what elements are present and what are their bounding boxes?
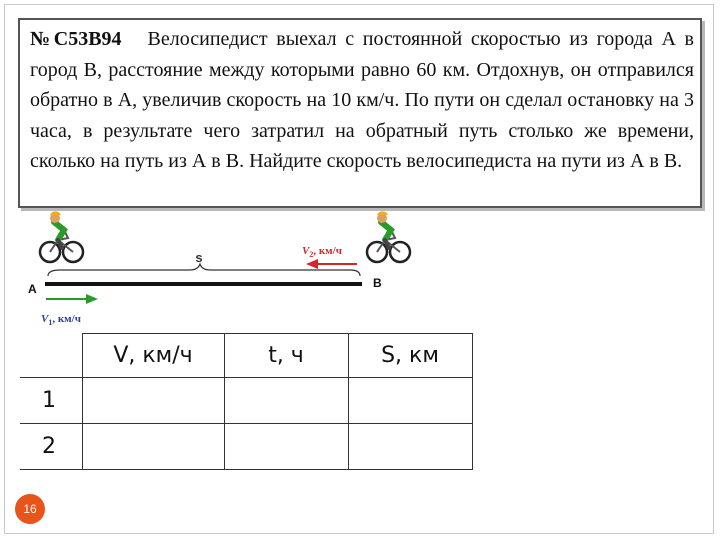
row-number: 2 [20,424,82,470]
table-row [20,378,472,424]
table-header-row [20,334,472,378]
header-time: t, ч [224,334,348,378]
v1-label [41,313,81,327]
cell-distance-1[interactable] [348,378,472,424]
cyclist-a-icon [40,211,83,262]
v1-subscript: 1 [48,318,53,327]
v1-unit: , км/ч [52,313,81,325]
page-number-badge: 16 [15,494,45,524]
cyclist-b-icon [367,211,410,262]
v2-arrowhead-icon [306,259,318,269]
row-number: 1 [20,378,82,424]
table-corner-cell [20,334,82,378]
v2-subscript: 2 [309,250,314,259]
point-b-label: B [373,276,382,290]
point-a-label: A [28,282,37,296]
v1-arrowhead-icon [86,294,98,304]
problem-statement: Велосипедист выехал с постоянной скоростью из города А в город В, расстояние между которыми равно 60 км. Отдохнув, он отправился обратно в А, увеличив скорость на 10 км/ч. По пути он сделал остановку на 3 часа, в результате чего затратил на обратный путь столько же времени, сколько на путь из А в В. Найдите скорость велосипедиста на пути из А в В. [30,28,694,172]
solution-table [20,333,473,470]
header-distance: S, км [348,334,472,378]
cell-time-1[interactable] [224,378,348,424]
v2-label [302,245,342,259]
cell-velocity-2[interactable] [82,424,224,470]
v1-symbol: V [41,313,49,325]
v2-unit: , км/ч [313,245,342,257]
cell-velocity-1[interactable] [82,378,224,424]
distance-label: s [195,250,203,265]
cell-distance-2[interactable] [348,424,472,470]
cell-time-2[interactable] [224,424,348,470]
v2-symbol: V [302,245,310,257]
header-velocity: V, км/ч [82,334,224,378]
problem-number: №С53В94 [30,28,122,50]
table-row [20,424,472,470]
